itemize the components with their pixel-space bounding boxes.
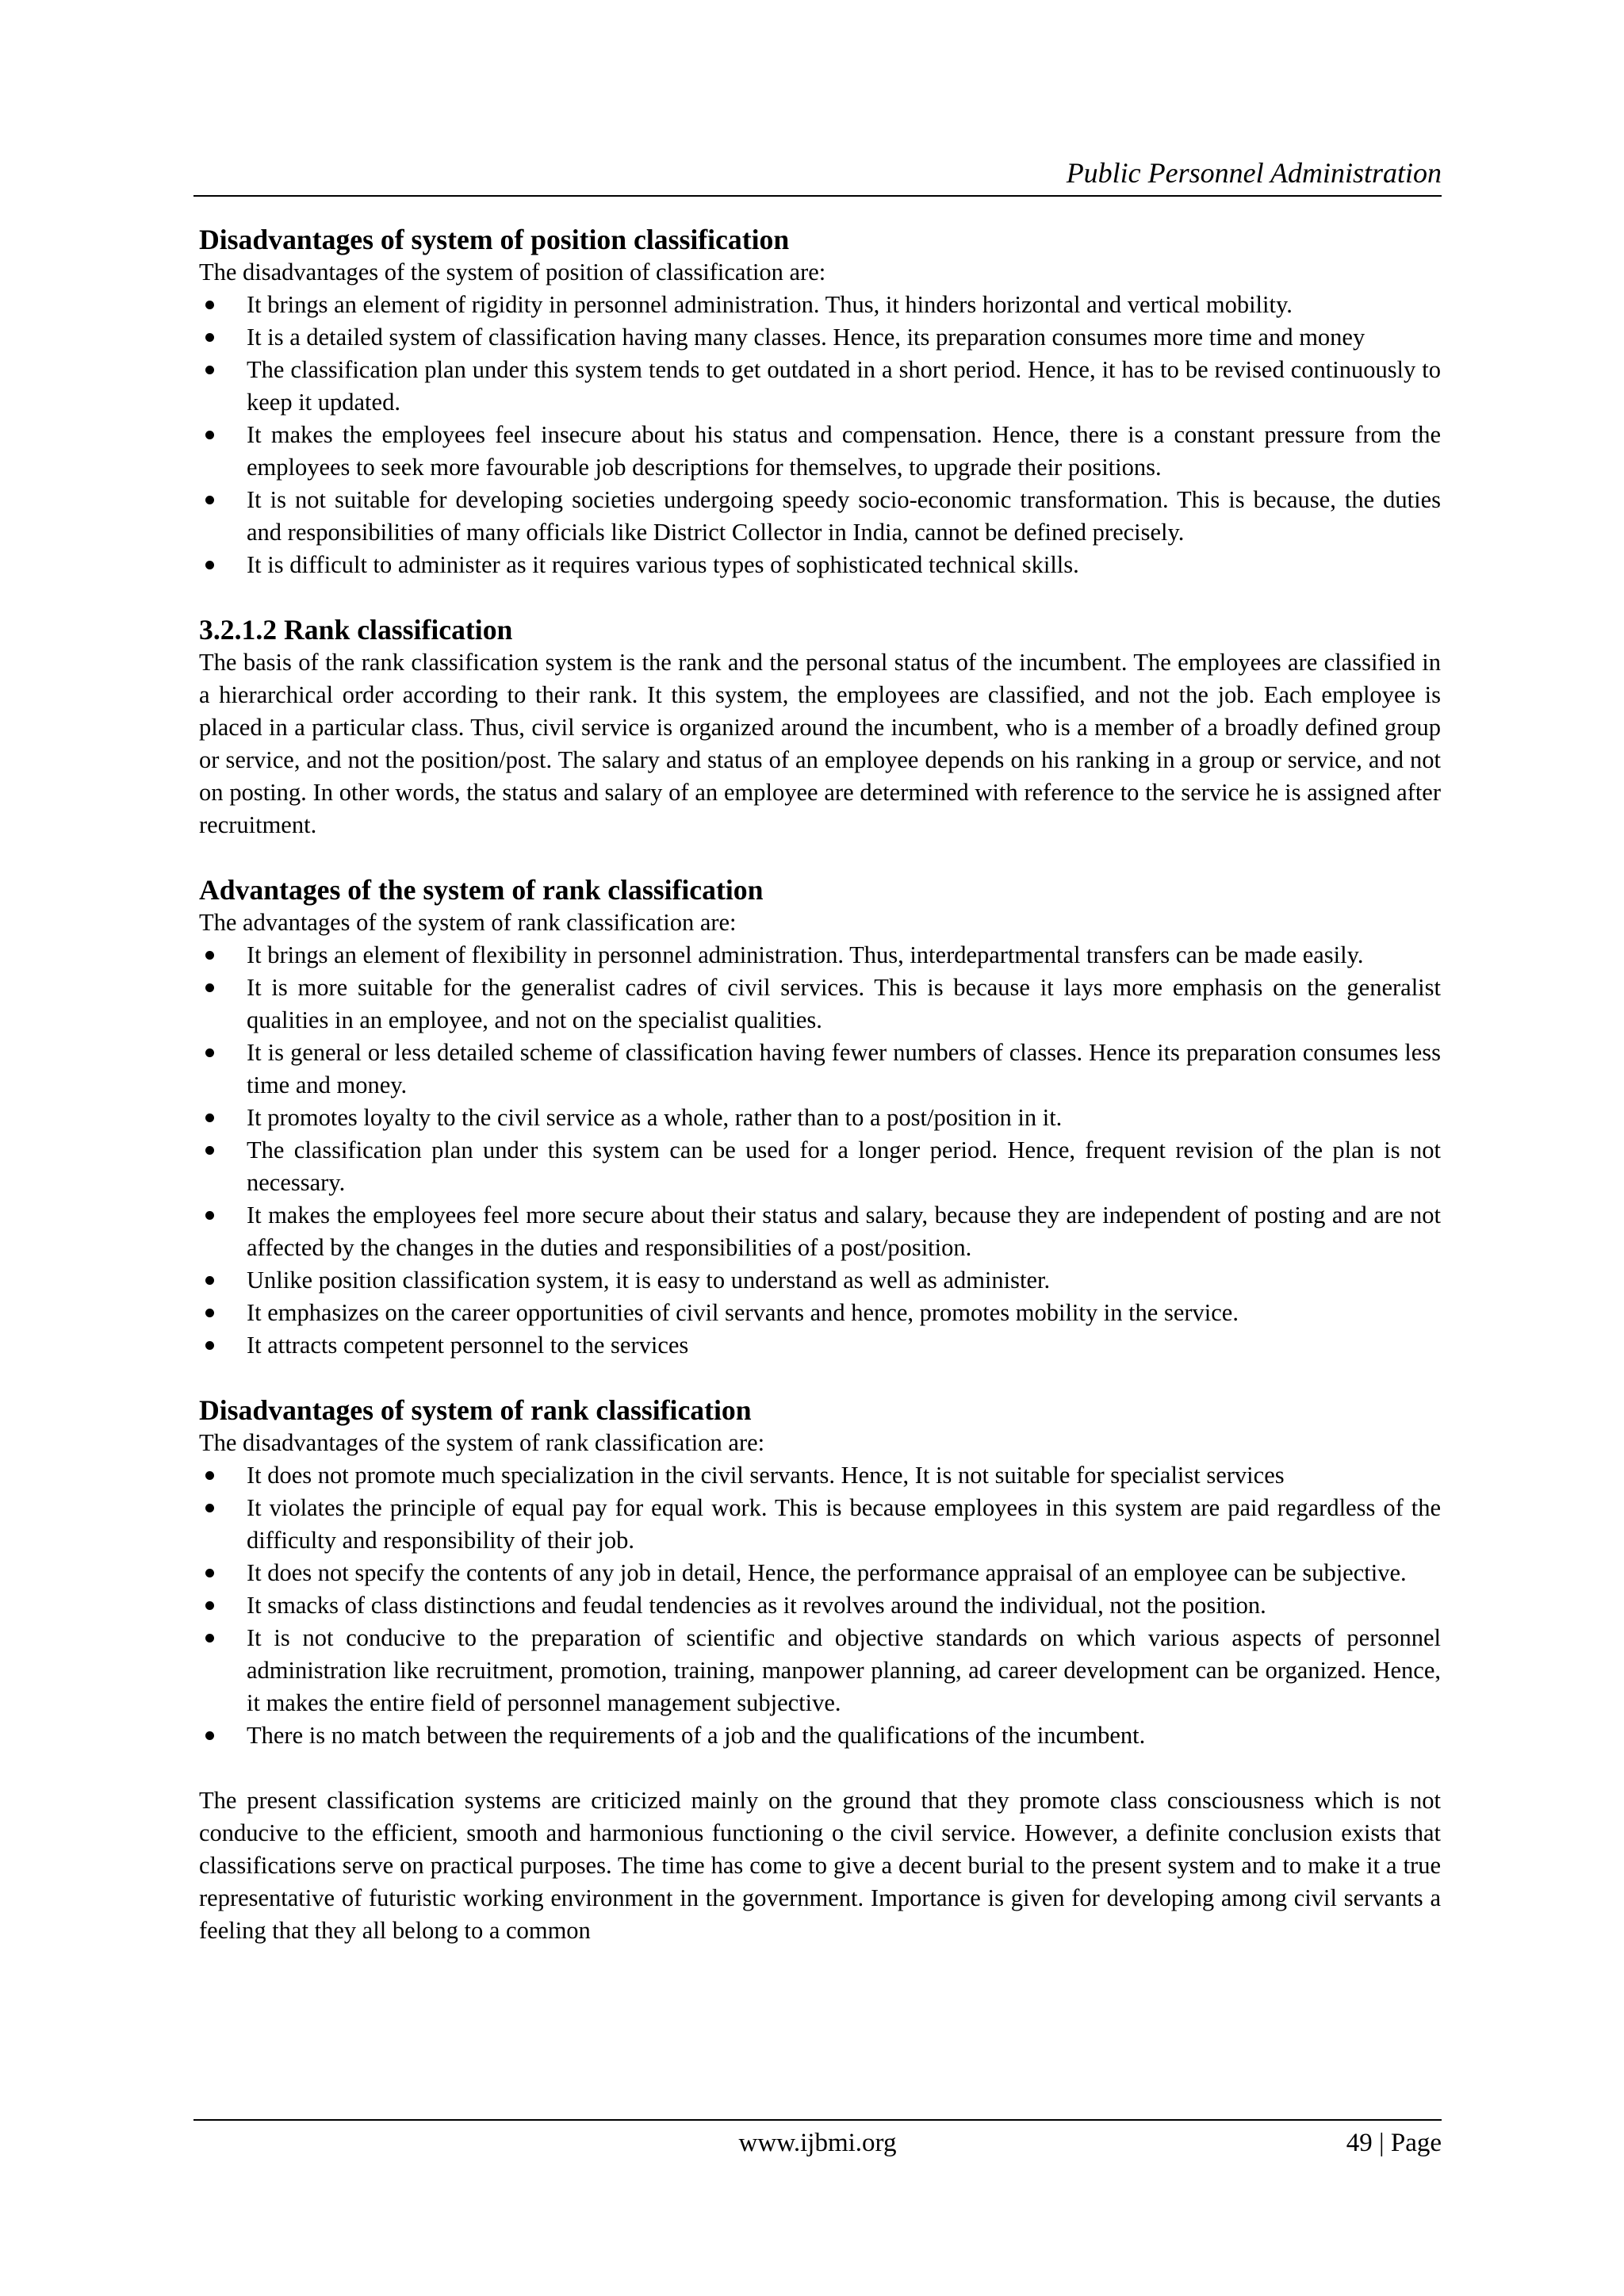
- bullet-icon: [205, 1569, 214, 1577]
- bullet-icon: [205, 1471, 214, 1480]
- bullet-icon: [205, 366, 214, 374]
- journal-url: www.ijbmi.org: [738, 2129, 897, 2157]
- list-item: It is not conducive to the preparation of scientific and objective standards on which various aspects of personnel administration like recruitment, promotion, training, manpower planning, ad career development can be organized. Hence, it makes the entire field of personnel management subjective.: [199, 1622, 1441, 1719]
- bullet-icon: [205, 1341, 214, 1350]
- body-paragraph: The basis of the rank classification system is the rank and the personal status of the incumbent. The employees are classified in a hierarchical order according to their rank. It this system, the employees are classified, and not the job. Each employee is placed in a particular class. Thus, civil service is organized around the incumbent, who is a member of a broadly defined group or service, and not the position/post. The salary and status of an employee depends on his ranking in a group or service, and not on posting. In other words, the status and salary of an employee are determined with reference to the service he is assigned after recruitment.: [199, 649, 1441, 838]
- list-item: Unlike position classification system, it is easy to understand as well as administer.: [199, 1264, 1441, 1297]
- list-item: It makes the employees feel insecure about his status and compensation. Hence, there is a constant pressure from the employees to seek more favourable job descriptions for themselves, to upgrade their positions.: [199, 419, 1441, 484]
- list-item: It is general or less detailed scheme of classification having fewer numbers of classes. Hence its preparation consumes less time and money.: [199, 1037, 1441, 1102]
- bullet-icon: [205, 1309, 214, 1317]
- list-item: It promotes loyalty to the civil service as a whole, rather than to a post/position in it.: [199, 1102, 1441, 1134]
- bullet-icon: [205, 561, 214, 569]
- bullet-icon: [205, 1114, 214, 1122]
- section-intro: The advantages of the system of rank classification are:: [199, 909, 737, 936]
- bullet-list-rank-advantages: [199, 939, 1441, 1362]
- section-heading-rank-classification: 3.2.1.2 Rank classification: [199, 614, 513, 646]
- section-heading-rank-disadvantages: Disadvantages of system of rank classification: [199, 1394, 752, 1426]
- document-body: [199, 224, 1441, 1947]
- bullet-icon: [205, 1601, 214, 1610]
- bullet-icon: [205, 496, 214, 504]
- list-item: It is more suitable for the generalist cadres of civil services. This is because it lays more emphasis on the generalist qualities in an employee, and not on the specialist qualities.: [199, 972, 1441, 1037]
- list-item: It smacks of class distinctions and feudal tendencies as it revolves around the individual, not the position.: [199, 1589, 1441, 1622]
- list-item: It is difficult to administer as it requires various types of sophisticated technical skills.: [199, 549, 1441, 581]
- running-title: Public Personnel Administration: [1066, 157, 1442, 189]
- list-item: It attracts competent personnel to the services: [199, 1329, 1441, 1362]
- list-item: It brings an element of rigidity in personnel administration. Thus, it hinders horizontal and vertical mobility.: [199, 289, 1441, 321]
- list-item: It brings an element of flexibility in personnel administration. Thus, interdepartmental transfers can be made easily.: [199, 939, 1441, 972]
- list-item: It is a detailed system of classification having many classes. Hence, its preparation consumes more time and money: [199, 321, 1441, 354]
- spacer: [199, 841, 1441, 874]
- page-footer: [193, 2119, 1442, 2168]
- bullet-icon: [205, 431, 214, 439]
- bullet-icon: [205, 983, 214, 992]
- section-intro: The disadvantages of the system of position of classification are:: [199, 259, 826, 286]
- spacer: [199, 1362, 1441, 1394]
- closing-paragraph: The present classification systems are criticized mainly on the ground that they promote class consciousness which is not conducive to the efficient, smooth and harmonious functioning o the civil service. However, a definite conclusion exists that classifications serve on practical purposes. The time has come to give a decent burial to the present system and to make it a true representative of futuristic working environment in the government. Importance is given for developing among civil servants a feeling that they all belong to a common: [199, 1787, 1441, 1944]
- section-heading-rank-advantages: Advantages of the system of rank classification: [199, 874, 764, 906]
- bullet-icon: [205, 1211, 214, 1220]
- bullet-icon: [205, 301, 214, 309]
- list-item: It makes the employees feel more secure about their status and salary, because they are independent of posting and are not affected by the changes in the duties and responsibilities of a post/position.: [199, 1199, 1441, 1264]
- bullet-icon: [205, 1048, 214, 1057]
- bullet-list-rank-disadvantages: [199, 1459, 1441, 1752]
- list-item: The classification plan under this system tends to get outdated in a short period. Hence, it has to be revised continuously to keep it updated.: [199, 354, 1441, 419]
- list-item: It emphasizes on the career opportunities of civil servants and hence, promotes mobility in the service.: [199, 1297, 1441, 1329]
- bullet-icon: [205, 1634, 214, 1642]
- bullet-icon: [205, 1146, 214, 1155]
- bullet-icon: [205, 1504, 214, 1512]
- page-number: 49 | Page: [1346, 2129, 1442, 2157]
- section-intro: The disadvantages of the system of rank classification are:: [199, 1429, 765, 1456]
- bullet-list-position-disadvantages: [199, 289, 1441, 581]
- bullet-icon: [205, 1276, 214, 1285]
- list-item: It is not suitable for developing societies undergoing speedy socio-economic transformation. This is because, the duties and responsibilities of many officials like District Collector in India, cannot be defined precisely.: [199, 484, 1441, 549]
- bullet-icon: [205, 951, 214, 960]
- page-header: [193, 155, 1442, 197]
- list-item: It violates the principle of equal pay for equal work. This is because employees in this system are paid regardless of the difficulty and responsibility of their job.: [199, 1492, 1441, 1557]
- list-item: The classification plan under this system can be used for a longer period. Hence, frequent revision of the plan is not necessary.: [199, 1134, 1441, 1199]
- section-heading-position-disadvantages: Disadvantages of system of position classification: [199, 224, 790, 255]
- list-item: It does not promote much specialization in the civil servants. Hence, It is not suitable for specialist services: [199, 1459, 1441, 1492]
- list-item: It does not specify the contents of any job in detail, Hence, the performance appraisal of an employee can be subjective.: [199, 1557, 1441, 1589]
- spacer: [199, 1752, 1441, 1784]
- list-item: There is no match between the requirements of a job and the qualifications of the incumbent.: [199, 1719, 1441, 1752]
- bullet-icon: [205, 1731, 214, 1740]
- bullet-icon: [205, 333, 214, 342]
- spacer: [199, 581, 1441, 614]
